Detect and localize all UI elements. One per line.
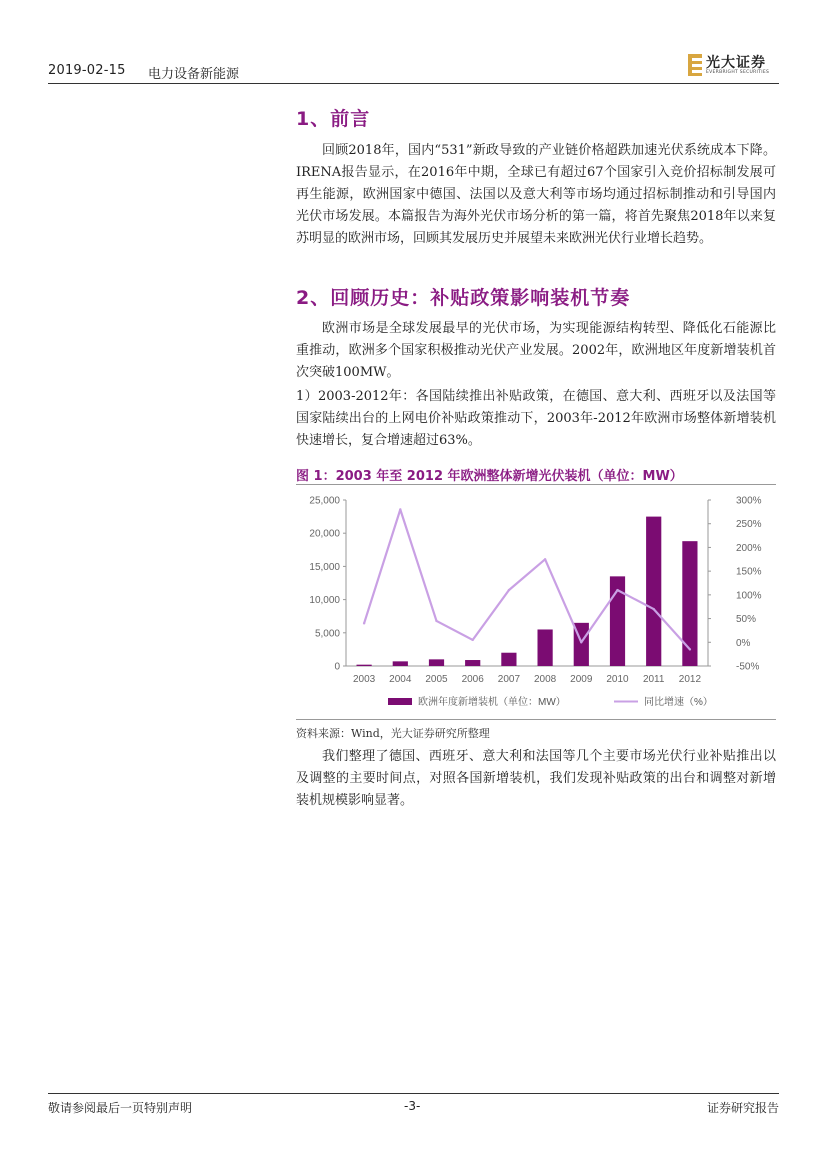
bar-2012 [682,541,697,666]
x-tick-label: 2004 [389,674,412,685]
growth-point-2006 [472,639,474,641]
page-number: -3- [404,1099,421,1113]
left-tick-label: 10,000 [309,595,340,607]
x-tick-label: 2007 [497,674,521,685]
section-2-paragraph-3: 我们整理了德国、西班牙、意大利和法国等几个主要市场光伏行业补贴推出以及调整的主要时间点，对照各国新增装机，我们发现补贴政策的出台和调整对新增装机规模影响显著。 [296,749,776,808]
bar-2005 [429,659,444,666]
x-tick-label: 2012 [678,674,702,685]
growth-point-2008 [544,558,546,560]
x-tick-label: 2011 [642,674,665,685]
left-tick-label: 25,000 [309,495,340,507]
brand-logo [688,52,780,78]
growth-point-2011 [653,608,655,610]
section-2-paragraph-2: 1）2003-2012年：各国陆续推出补贴政策，在德国、意大利、西班牙以及法国等国家陆续出台的上网电价补贴政策推动下，2003年-2012年欧洲市场整体新增装机快速增长，复合增速超过63%。 [296,389,776,448]
growth-point-2009 [580,641,582,643]
chart-figure [296,490,776,715]
header-divider [48,83,779,84]
figure-title: 图 1：2003 年至 2012 年欧洲整体新增光伏装机（单位：MW） [296,469,683,484]
left-tick-label: 15,000 [309,561,340,573]
growth-line [364,509,690,649]
bar-2003 [356,665,371,666]
footer-report-type: 证券研究报告 [706,1101,779,1115]
growth-point-2005 [435,620,437,622]
report-date: 2019-02-15 [48,63,126,78]
right-tick-label: 200% [736,542,762,554]
x-tick-label: 2005 [425,674,448,685]
legend-bar-label: 欧洲年度新增装机（单位：MW） [418,697,566,708]
right-tick-label: 300% [736,495,762,507]
right-tick-label: -50% [736,661,760,673]
footer-disclaimer: 敬请参阅最后一页特别声明 [48,1101,193,1115]
figure-bottom-rule [296,719,776,720]
chart-svg [296,490,776,715]
growth-point-2007 [508,589,510,591]
logo-subtitle: EVERBRIGHT SECURITIES [706,70,770,75]
growth-point-2012 [689,648,691,650]
logo-name: 光大证券 [706,55,766,71]
section-1-title: 1、前言 [296,108,371,130]
footer-divider [48,1093,779,1094]
bar-2006 [465,660,480,666]
report-category: 电力设备新能源 [148,67,240,82]
growth-point-2003 [363,622,365,624]
section-1-paragraph: 回顾2018年，国内“531”新政导致的产业链价格超跌加速光伏系统成本下降。IRENA报告显示，在2016年中期，全球已有超过67个国家引入竞价招标制发展可再生能源，欧洲国家中德国、法国以及意大利等市场均通过招标制推动和引导国内光伏市场发展。本篇报告为海外光伏市场分析的第一篇，将首先聚焦2018年以来复苏明显的欧洲市场，回顾其发展历史并展望未来欧洲光伏行业增长趋势。 [296,143,776,246]
x-tick-label: 2010 [606,674,629,685]
section-2-paragraph-1: 欧洲市场是全球发展最早的光伏市场，为实现能源结构转型、降低化石能源比重推动，欧洲多个国家积极推动光伏产业发展。2002年，欧洲地区年度新增装机首次突破100MW。 [296,321,776,380]
left-tick-label: 20,000 [309,528,340,540]
growth-point-2010 [616,589,618,591]
right-tick-label: 0% [736,637,751,649]
legend-bar-swatch [388,698,412,705]
figure-source: 资料来源：Wind，光大证券研究所整理 [296,727,490,740]
section-2-title: 2、回顾历史：补贴政策影响装机节奏 [296,287,631,309]
right-tick-label: 100% [736,590,762,602]
left-tick-label: 0 [334,661,340,673]
legend-line-label: 同比增速（%） [644,697,713,708]
growth-point-2004 [399,508,401,510]
right-tick-label: 50% [736,614,757,626]
x-tick-label: 2006 [461,674,484,685]
bar-2004 [393,661,408,666]
right-tick-label: 250% [736,519,762,531]
x-tick-label: 2009 [570,674,593,685]
right-tick-label: 150% [736,566,762,578]
figure-top-rule [296,484,776,485]
logo-mark-icon [688,54,702,76]
x-tick-label: 2003 [352,674,376,685]
left-tick-label: 5,000 [314,628,340,640]
bar-2007 [501,653,516,666]
x-tick-label: 2008 [533,674,557,685]
bar-2008 [537,629,552,666]
bar-2011 [646,517,661,666]
